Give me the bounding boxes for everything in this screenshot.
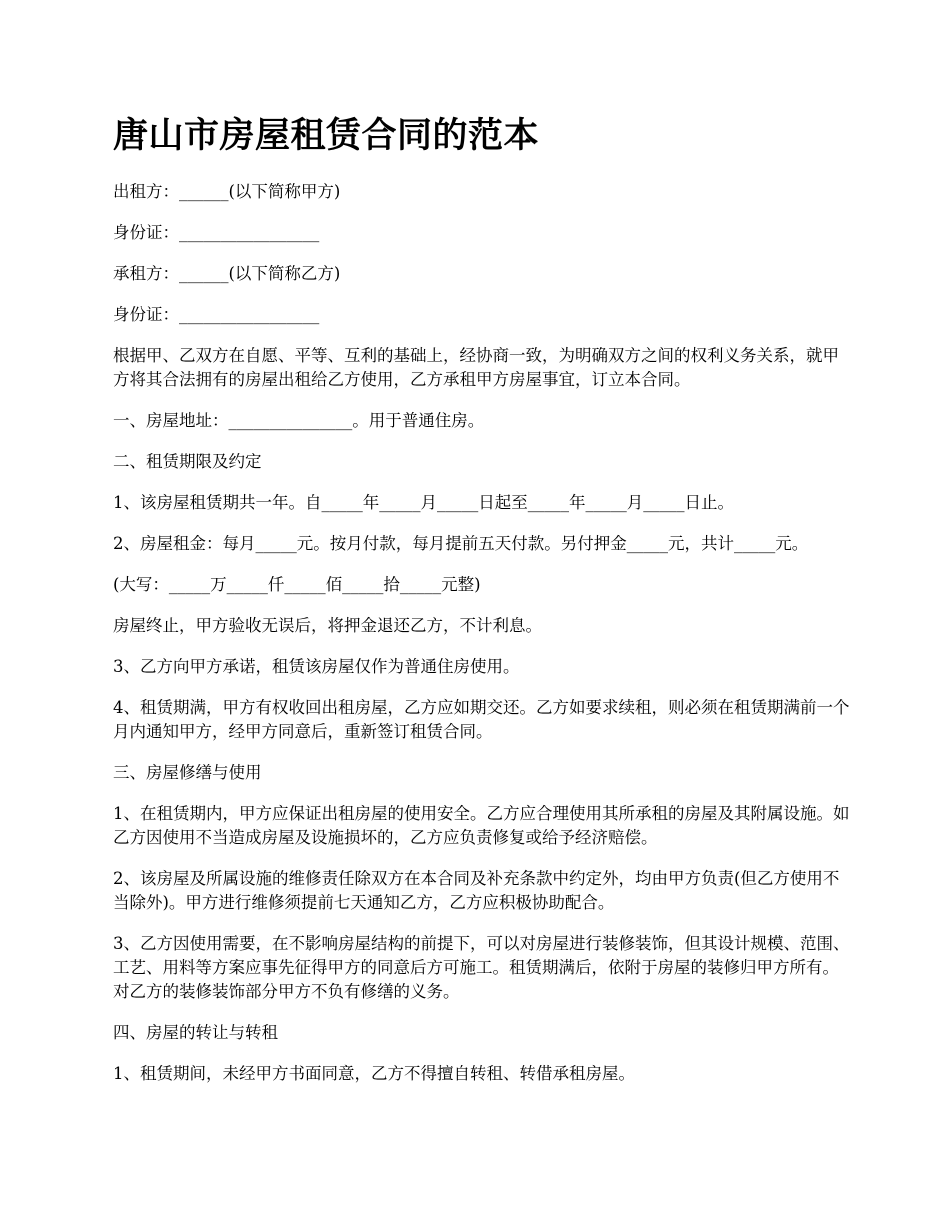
document-page (113, 112, 853, 1103)
lessee-id-line: 身份证：_________________ (113, 305, 320, 324)
lessor-line: 出租方：______(以下简称甲方) (113, 182, 341, 201)
lessee-line: 承租方：______(以下简称乙方) (113, 264, 341, 283)
preamble-paragraph: 根据甲、乙双方在自愿、平等、互利的基础上，经协商一致，为明确双方之间的权利义务关系，就甲方将其合法拥有的房屋出租给乙方使用，乙方承租甲方房屋事宜，订立本合同。 (113, 346, 839, 389)
clause-2-3: 3、乙方向甲方承诺，租赁该房屋仅作为普通住房使用。 (113, 657, 520, 676)
clause-4-1: 1、租赁期间，未经甲方书面同意，乙方不得擅自转租、转借承租房屋。 (113, 1064, 635, 1083)
lessor-id-line: 身份证：_________________ (113, 223, 320, 242)
clause-2-2: 2、房屋租金：每月_____元。按月付款，每月提前五天付款。另付押金_____元，共计_____元。 (113, 534, 809, 553)
clause-2-2-capital: (大写：_____万_____仟_____佰_____拾_____元整) (113, 575, 481, 594)
clause-2-1: 1、该房屋租赁期共一年。自_____年_____月_____日起至_____年_____月_____日止。 (113, 493, 734, 512)
section-2-heading: 二、租赁期限及约定 (113, 452, 262, 471)
section-1-address: 一、房屋地址：_______________。用于普通住房。 (113, 411, 485, 430)
clause-3-1: 1、在租赁期内，甲方应保证出租房屋的使用安全。乙方应合理使用其所承租的房屋及其附属设施。如乙方因使用不当造成房屋及设施损坏的，乙方应负责修复或给予经济赔偿。 (113, 804, 850, 847)
clause-3-2: 2、该房屋及所属设施的维修责任除双方在本合同及补充条款中约定外，均由甲方负责(但乙方使用不当除外)。甲方进行维修须提前七天通知乙方，乙方应积极协助配合。 (113, 869, 840, 912)
section-3-heading: 三、房屋修缮与使用 (113, 763, 262, 782)
clause-3-3: 3、乙方因使用需要，在不影响房屋结构的前提下，可以对房屋进行装修装饰，但其设计规模、范围、工艺、用料等方案应事先征得甲方的同意后方可施工。租赁期满后，依附于房屋的装修归甲方所有。对乙方的装修装饰部分甲方不负有修缮的义务。 (113, 934, 850, 1001)
document-title: 唐山市房屋租赁合同的范本 (113, 116, 540, 156)
clause-2-deposit-return: 房屋终止，甲方验收无误后，将押金退还乙方，不计利息。 (113, 616, 542, 635)
section-4-heading: 四、房屋的转让与转租 (113, 1023, 278, 1042)
clause-2-4: 4、租赁期满，甲方有权收回出租房屋，乙方应如期交还。乙方如要求续租，则必须在租赁期满前一个月内通知甲方，经甲方同意后，重新签订租赁合同。 (113, 698, 850, 741)
